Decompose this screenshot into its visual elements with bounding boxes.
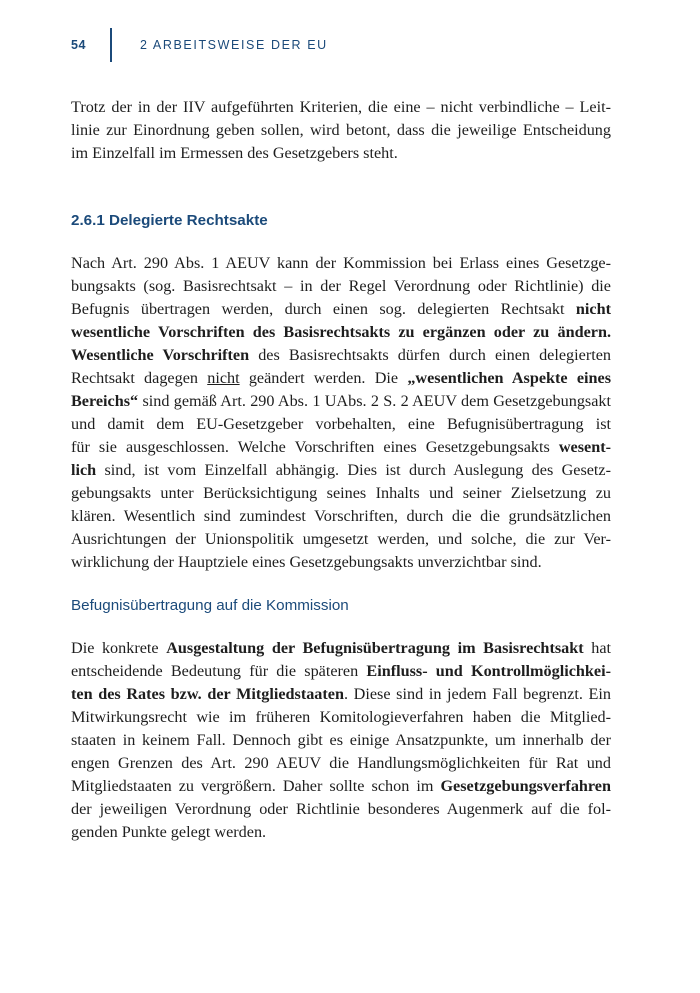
text-run: Rechtsakt dagegen	[71, 369, 208, 387]
text-line: bungsakts (sog. Basisrechtsakt – in der Regel Verordnung oder Richtlinie) die	[71, 277, 611, 295]
text-run: geändert werden. Die	[239, 369, 408, 387]
text-line: Nach Art. 290 Abs. 1 AEUV kann der Kommission bei Erlass eines Gesetzge-	[71, 254, 611, 272]
text-line	[71, 775, 611, 798]
bold-run: ten des Rates bzw. der Mitgliedstaaten	[71, 685, 344, 703]
text-run: sind gemäß Art. 290 Abs. 1 UAbs. 2 S. 2 AEUV dem Gesetzgebungsakt	[138, 392, 611, 410]
text-run: entscheidende Bedeutung für die späteren	[71, 662, 367, 680]
text-line: klären. Wesentlich sind zumindest Vorschriften, durch die die grundsätzlichen	[71, 507, 611, 525]
text-run: Befugnis übertragen werden, durch einen sog. delegierten Rechtsakt	[71, 300, 576, 318]
text-line	[71, 321, 611, 344]
page-header	[0, 0, 700, 64]
bold-run: wesent-	[558, 438, 611, 456]
text-run: für sie ausgeschlossen. Welche Vorschriften eines Gesetzgebungsakts	[71, 438, 559, 456]
sub-heading: Befugnisübertragung auf die Kommission	[71, 597, 349, 614]
text-line: gebungsakts unter Berücksichtigung seines Inhalts und seiner Zielsetzung zu	[71, 484, 611, 502]
bold-run: Gesetzgebungsverfahren	[440, 777, 611, 795]
bold-run: Einfluss- und Kontrollmöglichkei-	[366, 662, 611, 680]
text-line	[71, 367, 611, 390]
text-line	[71, 660, 611, 683]
bold-run: Bereichs“	[71, 392, 139, 410]
text-line: staaten in keinem Fall. Dennoch gibt es einige Ansatzpunkte, um innerhalb der	[71, 731, 611, 749]
text-line: linie zur Einordnung geben sollen, wird betont, dass die jeweilige Entscheidung	[71, 121, 611, 139]
page-number: 54	[71, 38, 86, 52]
text-line: und damit dem EU-Gesetzgeber vorbehalten, eine Befugnisübertragung ist	[71, 415, 611, 433]
header-divider	[110, 28, 112, 62]
text-line	[71, 683, 611, 706]
bold-run: Ausgestaltung der Befugnisübertragung im Basisrechtsakt	[166, 639, 584, 657]
text-line: wirklichung der Hauptziele eines Gesetzgebungsakts unverzichtbar sind.	[71, 553, 542, 571]
intro-paragraph	[71, 96, 611, 165]
text-run: sind, ist vom Einzelfall abhängig. Dies ist durch Auslegung des Gesetz-	[96, 461, 611, 479]
text-line: genden Punkte gelegt werden.	[71, 823, 267, 841]
text-line	[71, 298, 611, 321]
underlined-run: nicht	[207, 369, 240, 387]
text-line	[71, 436, 611, 459]
text-line: Trotz der in der IIV aufgeführten Kriterien, die eine – nicht verbindliche – Leit-	[71, 98, 611, 116]
section-paragraph-1	[71, 252, 611, 574]
page-body	[71, 96, 611, 844]
section-heading: 2.6.1 Delegierte Rechtsakte	[71, 212, 268, 229]
text-line	[71, 637, 611, 660]
bold-run: wesentliche Vorschriften des Basisrechtsakts zu ergänzen oder zu ändern.	[71, 323, 611, 341]
bold-run: „wesentlichen Aspekte eines	[407, 369, 612, 387]
text-run: Die konkrete	[71, 639, 167, 657]
text-run: . Diese sind in jedem Fall begrenzt. Ein	[343, 685, 611, 703]
text-line: im Einzelfall im Ermessen des Gesetzgebers steht.	[71, 144, 398, 162]
bold-run: lich	[71, 461, 97, 479]
text-line	[71, 390, 611, 413]
text-line	[71, 344, 611, 367]
text-line: Ausrichtungen der Unionspolitik umgesetzt werden, und solche, die zur Ver-	[71, 530, 611, 548]
bold-run: nicht	[575, 300, 611, 318]
text-line: Mitwirkungsrecht wie im früheren Komitologieverfahren haben die Mitglied-	[71, 708, 611, 726]
text-line: engen Grenzen des Art. 290 AEUV die Handlungsmöglichkeiten für Rat und	[71, 754, 611, 772]
text-run: Mitgliedstaaten zu vergrößern. Daher sollte schon im	[71, 777, 441, 795]
chapter-title: 2 ARBEITSWEISE DER EU	[140, 38, 328, 52]
text-line: der jeweiligen Verordnung oder Richtlinie besonderes Augenmerk auf die fol-	[71, 800, 611, 818]
section-paragraph-2	[71, 637, 611, 844]
text-run: des Basisrechtsakts dürfen durch einen delegierten	[249, 346, 611, 364]
bold-run: Wesentliche Vorschriften	[71, 346, 250, 364]
text-run: hat	[583, 639, 611, 657]
text-line	[71, 459, 611, 482]
